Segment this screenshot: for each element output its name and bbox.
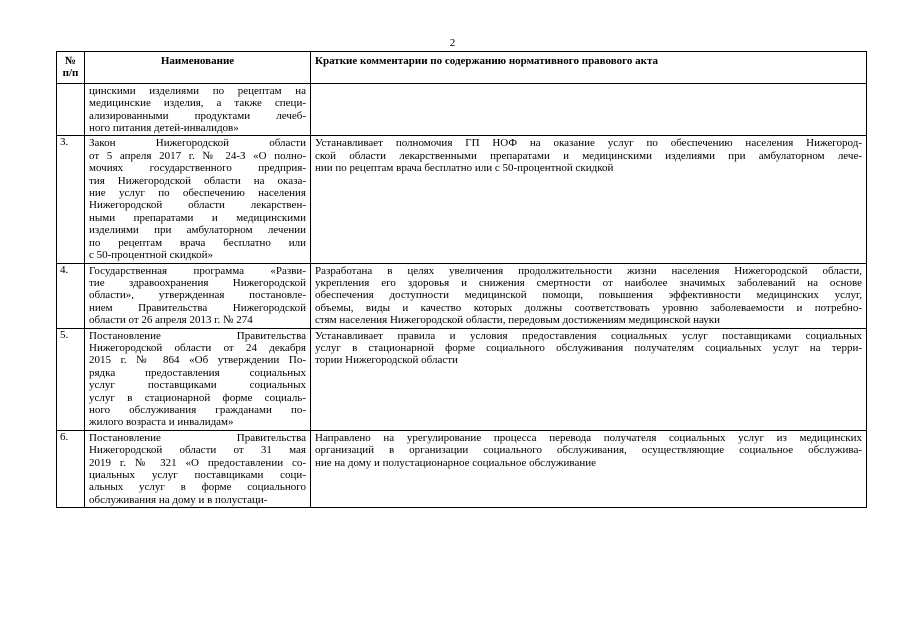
act-name-line: от 5 апреля 2017 г. № 24-З «О полно- — [89, 149, 306, 162]
act-name-line: цинскими изделиями по рецептам на — [89, 84, 306, 97]
act-name-line: рядка предоставления социальных — [89, 366, 306, 379]
act-comment-line: Направлено на урегулирование процесса перевода получателя социальных услуг из медицинских — [315, 431, 862, 444]
act-name-line: 2015 г. № 864 «Об утверждении По- — [89, 354, 306, 367]
act-name-line: ние услуг по обеспечению населения — [89, 187, 306, 200]
act-name-line: мочиях государственного предприя- — [89, 162, 306, 175]
row-number: 3. — [57, 136, 85, 263]
act-comment-line: обеспечения доступности медицинской помощи, повышения эффективности медицинских услуг, — [315, 289, 862, 302]
row-number: 5. — [57, 328, 85, 430]
act-name-line: по рецептам врача бесплатно или — [89, 236, 306, 249]
row-number: 6. — [57, 430, 85, 507]
row-number: 4. — [57, 263, 85, 328]
table-row — [57, 263, 867, 328]
act-name-line: циальных услуг поставщиками соци- — [89, 469, 306, 481]
act-name — [85, 328, 311, 430]
act-name-line: Государственная программа «Разви- — [89, 264, 306, 277]
act-name-line: услуг поставщиками социальных — [89, 379, 306, 392]
act-comment-line: тории Нижегородской области — [315, 354, 458, 367]
act-name-line: ными препаратами и медицинскими — [89, 211, 306, 224]
act-comment — [311, 263, 867, 328]
header-num: № п/п — [57, 52, 85, 84]
table-row — [57, 328, 867, 430]
act-comment-line: ской области лекарственными препаратами и медицинскими изделиями при амбулаторном лече- — [315, 149, 862, 162]
act-comment-line: ние на дому и полустационарное социальное обслуживание — [315, 456, 596, 469]
act-name-line: Нижегородской области от 31 мая — [89, 444, 306, 457]
act-name-line: ного обслуживания гражданами по- — [89, 403, 306, 416]
act-name-line: изделиями при амбулаторном лечении — [89, 224, 306, 237]
act-name-line: 2019 г. № 321 «О предоставлении со- — [89, 456, 306, 469]
act-comment — [311, 136, 867, 263]
act-name-line: области от 26 апреля 2013 г. № 274 — [89, 314, 253, 327]
legal-acts-table — [56, 51, 867, 508]
act-name-line: Постановление Правительства — [89, 329, 306, 342]
table-row — [57, 430, 867, 507]
row-number — [57, 83, 85, 136]
act-comment-line: Разработана в целях увеличения продолжительности жизни населения Нижегородской области, — [315, 264, 862, 277]
act-name-line: медицинские изделия, а также специ- — [89, 97, 306, 110]
act-name-line: жилого возраста и инвалидам» — [89, 416, 234, 429]
act-name-line: нием Правительства Нижегородской — [89, 301, 306, 314]
act-name-line: Постановление Правительства — [89, 431, 306, 444]
act-comment — [311, 328, 867, 430]
act-name-line: Закон Нижегородской области — [89, 137, 306, 150]
act-name-line: услуг в стационарной форме социаль- — [89, 391, 306, 404]
act-comment-line: стям населения Нижегородской области, передовым достижениям медицинской науки — [315, 314, 721, 327]
act-comment-line: нии по рецептам врача бесплатно или с 50-процентной скидкой — [315, 162, 614, 175]
act-name-line: тие здравоохранения Нижегородской — [89, 276, 306, 289]
act-name-line: области», утвержденная постановле- — [89, 289, 306, 302]
header-name: Наименование — [85, 52, 311, 84]
act-comment-line: укрепления его здоровья и снижения смертности от наиболее значимых заболеваний на основе — [315, 276, 862, 289]
act-comment — [311, 83, 867, 136]
table-header-row — [57, 52, 867, 84]
act-name-line: ного питания детей-инвалидов» — [89, 122, 239, 135]
act-name — [85, 263, 311, 328]
table-row — [57, 136, 867, 263]
act-name — [85, 136, 311, 263]
act-name-line: тия Нижегородской области на оказа- — [89, 174, 306, 187]
header-comment: Краткие комментарии по содержанию нормативного правового акта — [311, 52, 867, 84]
act-name-line: ализированными продуктами лечеб- — [89, 109, 306, 122]
act-comment-line: объемы, виды и качество которых должны соответствовать уровню заболеваемости и потребно- — [315, 301, 862, 314]
act-name-line: Нижегородской области лекарствен- — [89, 199, 306, 212]
act-name — [85, 430, 311, 507]
act-comment-line: Устанавливает полномочия ГП НОФ на оказание услуг по обеспечению населения Нижегород- — [315, 137, 862, 150]
act-comment-line: организаций в организации социального обслуживания, осуществляющие социальное обслужива- — [315, 444, 862, 457]
act-name — [85, 83, 311, 136]
table-row — [57, 83, 867, 136]
page-number: 2 — [449, 37, 456, 49]
act-name-line: обслуживания на дому и в полустаци- — [89, 493, 268, 506]
act-name-line: Нижегородской области от 24 декабря — [89, 341, 306, 354]
act-name-line: с 50-процентной скидкой» — [89, 249, 214, 262]
act-comment-line: услуг в стационарной форме социального обслуживания получателям социальных услуг на терри- — [315, 341, 862, 354]
act-comment — [311, 430, 867, 507]
act-comment-line: Устанавливает правила и условия предоставления социальных услуг поставщиками социальных — [315, 329, 862, 342]
act-name-line: альных услуг в форме социального — [89, 481, 306, 494]
